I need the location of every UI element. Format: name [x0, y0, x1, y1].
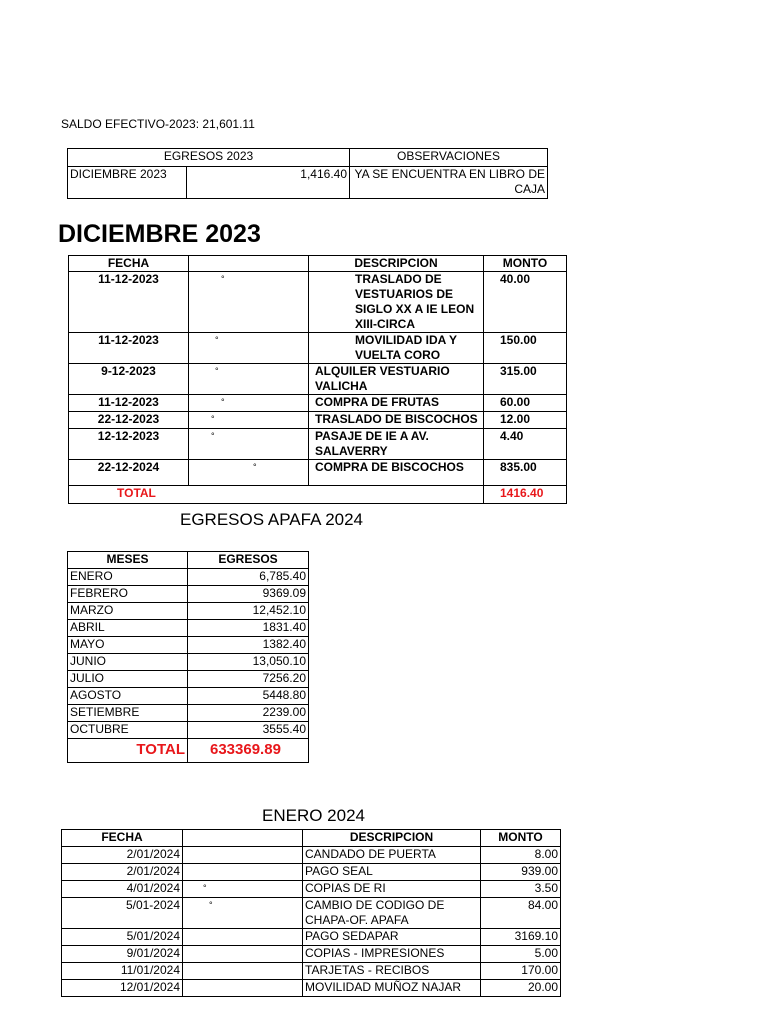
table-row: [69, 395, 567, 412]
egresos-2023-observacion: YA SE ENCUENTRA EN LIBRO DE CAJA: [350, 167, 548, 199]
row-mes: JULIO: [68, 671, 188, 688]
diciembre-title: DICIEMBRE 2023: [58, 220, 261, 248]
total-value: 1416.40: [484, 486, 567, 504]
row-mark: °: [183, 898, 303, 929]
table-row: [68, 722, 309, 739]
table-row: [68, 705, 309, 722]
col-blank: [183, 830, 303, 847]
row-fecha: 11-12-2023: [69, 272, 189, 333]
row-monto: 939.00: [481, 864, 561, 881]
table-row: [62, 929, 561, 946]
row-descripcion: COPIAS DE RI: [303, 881, 481, 898]
enero-title: ENERO 2024: [262, 806, 365, 825]
table-row: [62, 881, 561, 898]
apafa-table: [67, 551, 309, 763]
row-mark: [183, 929, 303, 946]
row-fecha: 11-12-2023: [69, 395, 189, 412]
row-valor: 12,452.10: [188, 603, 309, 620]
row-valor: 3555.40: [188, 722, 309, 739]
table-row: [68, 671, 309, 688]
row-monto: 3169.10: [481, 929, 561, 946]
row-fecha: 22-12-2024: [69, 460, 189, 486]
row-valor: 9369.09: [188, 586, 309, 603]
row-fecha: 9-12-2023: [69, 364, 189, 395]
col-fecha: FECHA: [62, 830, 183, 847]
row-mark: °: [183, 881, 303, 898]
row-descripcion: COPIAS - IMPRESIONES: [303, 946, 481, 963]
table-row: [69, 333, 567, 364]
row-mark: °: [189, 460, 309, 486]
diciembre-table: [68, 255, 567, 504]
col-descripcion: DESCRIPCION: [303, 830, 481, 847]
table-row: [69, 272, 567, 333]
col-blank: [189, 256, 309, 272]
table-row: [62, 963, 561, 980]
row-descripcion: PAGO SEDAPAR: [303, 929, 481, 946]
col-monto: MONTO: [484, 256, 567, 272]
row-monto: 3.50: [481, 881, 561, 898]
row-descripcion: TRASLADO DE BISCOCHOS: [309, 412, 484, 429]
row-monto: 4.40: [484, 429, 567, 460]
table-row: [62, 898, 561, 929]
row-valor: 6,785.40: [188, 569, 309, 586]
row-fecha: 12/01/2024: [62, 980, 183, 997]
row-mark: [183, 847, 303, 864]
row-mes: ENERO: [68, 569, 188, 586]
row-mark: [183, 946, 303, 963]
table-row: [62, 980, 561, 997]
row-descripcion: TRASLADO DE VESTUARIOS DE SIGLO XX A IE LEON XIII-CIRCA: [309, 272, 484, 333]
table-row: [62, 847, 561, 864]
row-descripcion: CAMBIO DE CODIGO DE CHAPA-OF. APAFA: [303, 898, 481, 929]
row-descripcion: CANDADO DE PUERTA: [303, 847, 481, 864]
total-row: [68, 739, 309, 763]
row-valor: 5448.80: [188, 688, 309, 705]
egresos-2023-table: [67, 148, 548, 199]
row-mes: OCTUBRE: [68, 722, 188, 739]
row-valor: 1831.40: [188, 620, 309, 637]
row-descripcion: COMPRA DE FRUTAS: [309, 395, 484, 412]
row-valor: 1382.40: [188, 637, 309, 654]
table-row: [69, 364, 567, 395]
row-mark: °: [189, 333, 309, 364]
table-row: [69, 429, 567, 460]
row-monto: 5.00: [481, 946, 561, 963]
col-descripcion: DESCRIPCION: [309, 256, 484, 272]
row-fecha: 11-12-2023: [69, 333, 189, 364]
row-mark: °: [189, 412, 309, 429]
table-row: [69, 412, 567, 429]
row-monto: 835.00: [484, 460, 567, 486]
apafa-title: EGRESOS APAFA 2024: [180, 510, 364, 529]
row-mes: FEBRERO: [68, 586, 188, 603]
egresos-2023-monto: 1,416.40: [187, 167, 350, 199]
table-row: [68, 586, 309, 603]
table-row: [68, 688, 309, 705]
row-mark: °: [189, 429, 309, 460]
row-descripcion: PASAJE DE IE A AV. SALAVERRY: [309, 429, 484, 460]
row-fecha: 5/01/2024: [62, 929, 183, 946]
row-fecha: 5/01-2024: [62, 898, 183, 929]
row-valor: 13,050.10: [188, 654, 309, 671]
row-mark: °: [189, 272, 309, 333]
total-value: 633369.89: [188, 739, 309, 763]
col-fecha: FECHA: [69, 256, 189, 272]
row-valor: 2239.00: [188, 705, 309, 722]
row-mark: °: [189, 364, 309, 395]
row-descripcion: MOVILIDAD MUÑOZ NAJAR: [303, 980, 481, 997]
col-egresos: EGRESOS: [188, 552, 309, 569]
row-mark: [183, 980, 303, 997]
row-monto: 8.00: [481, 847, 561, 864]
row-monto: 84.00: [481, 898, 561, 929]
saldo-label: SALDO EFECTIVO-2023: 21,601.11: [61, 117, 255, 131]
row-descripcion: COMPRA DE BISCOCHOS: [309, 460, 484, 486]
row-mes: AGOSTO: [68, 688, 188, 705]
row-descripcion: PAGO SEAL: [303, 864, 481, 881]
row-fecha: 11/01/2024: [62, 963, 183, 980]
table-row: [62, 946, 561, 963]
enero-table: [61, 829, 561, 997]
col-monto: MONTO: [481, 830, 561, 847]
table-row: [68, 620, 309, 637]
row-mes: ABRIL: [68, 620, 188, 637]
table-row: [68, 637, 309, 654]
row-fecha: 22-12-2023: [69, 412, 189, 429]
col-observaciones: OBSERVACIONES: [350, 149, 548, 167]
table-row: [68, 569, 309, 586]
table-row: [69, 460, 567, 486]
row-mark: [183, 864, 303, 881]
row-fecha: 12-12-2023: [69, 429, 189, 460]
total-label: TOTAL: [69, 486, 484, 504]
row-monto: 20.00: [481, 980, 561, 997]
row-mark: °: [189, 395, 309, 412]
row-mes: SETIEMBRE: [68, 705, 188, 722]
row-fecha: 2/01/2024: [62, 847, 183, 864]
row-mes: MAYO: [68, 637, 188, 654]
row-fecha: 4/01/2024: [62, 881, 183, 898]
total-label: TOTAL: [68, 739, 188, 763]
row-monto: 170.00: [481, 963, 561, 980]
row-fecha: 2/01/2024: [62, 864, 183, 881]
row-fecha: 9/01/2024: [62, 946, 183, 963]
row-monto: 12.00: [484, 412, 567, 429]
table-row: [68, 654, 309, 671]
row-descripcion: MOVILIDAD IDA Y VUELTA CORO: [309, 333, 484, 364]
row-monto: 40.00: [484, 272, 567, 333]
table-row: [62, 864, 561, 881]
row-descripcion: TARJETAS - RECIBOS: [303, 963, 481, 980]
row-mes: JUNIO: [68, 654, 188, 671]
table-row: [68, 603, 309, 620]
col-meses: MESES: [68, 552, 188, 569]
col-egresos-2023: EGRESOS 2023: [68, 149, 350, 167]
row-monto: 315.00: [484, 364, 567, 395]
row-monto: 150.00: [484, 333, 567, 364]
row-valor: 7256.20: [188, 671, 309, 688]
total-row: [69, 486, 567, 504]
row-mark: [183, 963, 303, 980]
egresos-2023-mes: DICIEMBRE 2023: [68, 167, 187, 199]
row-mes: MARZO: [68, 603, 188, 620]
row-monto: 60.00: [484, 395, 567, 412]
row-descripcion: ALQUILER VESTUARIO VALICHA: [309, 364, 484, 395]
